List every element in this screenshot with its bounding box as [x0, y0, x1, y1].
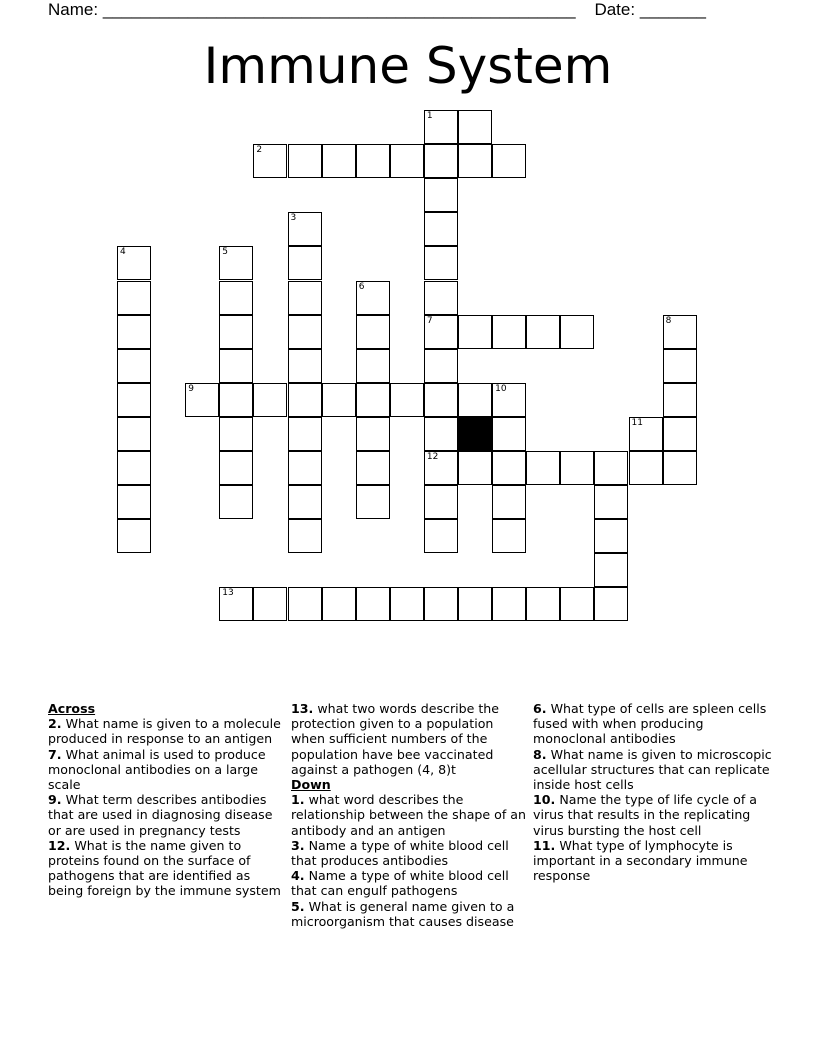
- grid-cell[interactable]: [424, 519, 458, 553]
- clue-down-6: 6. What type of cells are spleen cells fused with when producing monoclonal antibodies: [533, 701, 767, 747]
- grid-cell[interactable]: [458, 110, 492, 144]
- grid-cell[interactable]: [219, 349, 253, 383]
- grid-cell[interactable]: [594, 553, 628, 587]
- clue-down-4: 4. Name a type of white blood cell that can engulf pathogens: [291, 868, 509, 899]
- clue-number: 2: [256, 145, 263, 156]
- grid-cell[interactable]: [424, 587, 458, 621]
- grid-cell[interactable]: [424, 485, 458, 519]
- grid-cell[interactable]: [492, 144, 526, 178]
- grid-cell[interactable]: [526, 587, 560, 621]
- grid-cell[interactable]: [594, 451, 628, 485]
- grid-cell[interactable]: [219, 417, 253, 451]
- clue-column-1: [48, 701, 284, 899]
- grid-cell[interactable]: [288, 451, 322, 485]
- grid-cell[interactable]: [458, 451, 492, 485]
- clue-down-3: 3. Name a type of white blood cell that produces antibodies: [291, 837, 509, 869]
- grid-cell[interactable]: [288, 485, 322, 519]
- grid-cell[interactable]: [424, 281, 458, 315]
- grid-cell[interactable]: [117, 383, 151, 417]
- grid-cell[interactable]: [492, 383, 526, 417]
- grid-cell[interactable]: [424, 417, 458, 451]
- grid-cell[interactable]: [288, 383, 322, 417]
- grid-cell[interactable]: [288, 417, 322, 451]
- clue-column-3: [533, 701, 773, 883]
- grid-cell[interactable]: [492, 315, 526, 349]
- grid-cell[interactable]: [117, 281, 151, 315]
- clue-across-13: 13. what two words describe the protection given to a population when sufficient numbers of the population have bee vaccinated against a pathogen (4, 8)t: [291, 701, 500, 777]
- grid-cell[interactable]: [356, 315, 390, 349]
- grid-cell[interactable]: [219, 246, 253, 280]
- grid-cell[interactable]: [288, 315, 322, 349]
- grid-cell[interactable]: [492, 587, 526, 621]
- clue-across-12: 12. What is the name given to proteins found on the surface of pathogens that are identified as being foreign by the immune system: [48, 837, 281, 899]
- grid-cell[interactable]: [253, 383, 287, 417]
- grid-cell[interactable]: [288, 349, 322, 383]
- grid-cell[interactable]: [322, 383, 356, 417]
- grid-cell[interactable]: [663, 417, 697, 451]
- clue-down-1: 1. what word describes the relationship between the shape of an antibody and an antigen: [291, 792, 527, 838]
- grid-cell[interactable]: [356, 383, 390, 417]
- grid-cell[interactable]: [492, 451, 526, 485]
- grid-cell[interactable]: [288, 519, 322, 553]
- clue-down-10: 10. Name the type of life cycle of a virus that results in the replicating virus bursting the host cell: [533, 792, 758, 838]
- across-header: Across: [48, 701, 96, 716]
- grid-cell[interactable]: [117, 519, 151, 553]
- clue-number: 4: [120, 247, 126, 258]
- grid-cell[interactable]: [560, 587, 594, 621]
- grid-cell[interactable]: [288, 246, 322, 280]
- grid-cell[interactable]: [185, 383, 219, 417]
- grid-cell[interactable]: [390, 383, 424, 417]
- grid-cell[interactable]: [219, 281, 253, 315]
- grid-cell[interactable]: [594, 587, 628, 621]
- grid-cell[interactable]: [288, 281, 322, 315]
- grid-cell[interactable]: [424, 315, 458, 349]
- clue-number: 1: [426, 111, 433, 121]
- grid-cell[interactable]: [219, 485, 253, 519]
- grid-cell[interactable]: [424, 144, 458, 178]
- clue-across-9: 9. What term describes antibodies that are used in diagnosing disease or are used in pregnancy tests: [48, 792, 273, 838]
- grid-cell[interactable]: [424, 451, 458, 485]
- clue-number: 11: [631, 417, 643, 428]
- grid-cell[interactable]: [424, 178, 458, 212]
- grid-cell[interactable]: [219, 451, 253, 485]
- down-header: Down: [291, 777, 331, 793]
- clue-number: 13: [222, 588, 234, 599]
- grid-cell[interactable]: [288, 587, 322, 621]
- grid-cell[interactable]: [390, 144, 424, 178]
- date-line[interactable]: _______: [639, 0, 707, 19]
- grid-cell[interactable]: [117, 417, 151, 451]
- clue-number: 6: [358, 281, 365, 292]
- grid-cell[interactable]: [663, 315, 697, 349]
- grid-cell[interactable]: [526, 315, 560, 349]
- black-cell: [458, 417, 492, 451]
- name-label: Name:: [48, 0, 99, 19]
- grid-cell[interactable]: [560, 315, 594, 349]
- clue-across-2: 2. What name is given to a molecule produced in response to an antigen: [48, 716, 281, 747]
- grid-cell[interactable]: [356, 451, 390, 485]
- clue-number: 12: [426, 452, 439, 462]
- grid-cell[interactable]: [594, 485, 628, 519]
- grid-cell[interactable]: [117, 451, 151, 485]
- grid-cell[interactable]: [356, 417, 390, 451]
- grid-cell[interactable]: [458, 383, 492, 417]
- grid-cell[interactable]: [356, 281, 390, 315]
- grid-cell[interactable]: [356, 485, 390, 519]
- clue-down-5: 5. What is general name given to a microorganism that causes disease: [291, 898, 515, 929]
- grid-cell[interactable]: [322, 587, 356, 621]
- grid-cell[interactable]: [526, 451, 560, 485]
- grid-cell[interactable]: [492, 485, 526, 519]
- grid-cell[interactable]: [492, 519, 526, 553]
- clue-down-8: 8. What name is given to microscopic acellular structures that can replicate inside host cells: [533, 746, 772, 793]
- grid-cell[interactable]: [253, 587, 287, 621]
- grid-cell[interactable]: [356, 349, 390, 383]
- clue-number: 9: [188, 383, 194, 394]
- clue-number: 3: [290, 213, 297, 224]
- page-title: Immune System: [203, 37, 613, 95]
- grid-cell[interactable]: [322, 144, 356, 178]
- grid-cell[interactable]: [424, 349, 458, 383]
- clue-number: 5: [222, 247, 229, 258]
- grid-cell[interactable]: [458, 144, 492, 178]
- grid-cell[interactable]: [629, 451, 663, 485]
- clue-across-7: 7. What animal is used to produce monoclonal antibodies on a large scale: [48, 746, 266, 793]
- grid-cell[interactable]: [219, 383, 253, 417]
- grid-cell[interactable]: [458, 587, 492, 621]
- grid-cell[interactable]: [560, 451, 594, 485]
- grid-cell[interactable]: [424, 246, 458, 280]
- grid-cell[interactable]: [117, 315, 151, 349]
- grid-cell[interactable]: [288, 144, 322, 178]
- clue-number: 10: [495, 383, 507, 394]
- grid-cell[interactable]: [424, 110, 458, 144]
- grid-cell[interactable]: [117, 485, 151, 519]
- grid-cell[interactable]: [117, 246, 151, 280]
- grid-cell[interactable]: [663, 383, 697, 417]
- grid-cell[interactable]: [288, 212, 322, 246]
- grid-cell[interactable]: [390, 587, 424, 621]
- date-label: Date:: [594, 0, 636, 19]
- grid-cell[interactable]: [253, 144, 287, 178]
- grid-cell[interactable]: [458, 315, 492, 349]
- grid-cell[interactable]: [663, 451, 697, 485]
- name-line[interactable]: __________________________________________________: [102, 0, 576, 19]
- grid-cell[interactable]: [629, 417, 663, 451]
- grid-cell[interactable]: [356, 144, 390, 178]
- grid-cell[interactable]: [594, 519, 628, 553]
- clue-down-11: 11. What type of lymphocyte is important in a secondary immune response: [533, 837, 748, 884]
- grid-cell[interactable]: [424, 212, 458, 246]
- grid-cell[interactable]: [663, 349, 697, 383]
- grid-cell[interactable]: [219, 315, 253, 349]
- grid-cell[interactable]: [356, 587, 390, 621]
- grid-cell[interactable]: [117, 349, 151, 383]
- grid-cell[interactable]: [219, 587, 253, 621]
- clue-number: 7: [426, 315, 433, 326]
- grid-cell[interactable]: [492, 417, 526, 451]
- grid-cell[interactable]: [424, 383, 458, 417]
- clue-number: 8: [665, 315, 672, 326]
- clue-column-2: [291, 701, 527, 929]
